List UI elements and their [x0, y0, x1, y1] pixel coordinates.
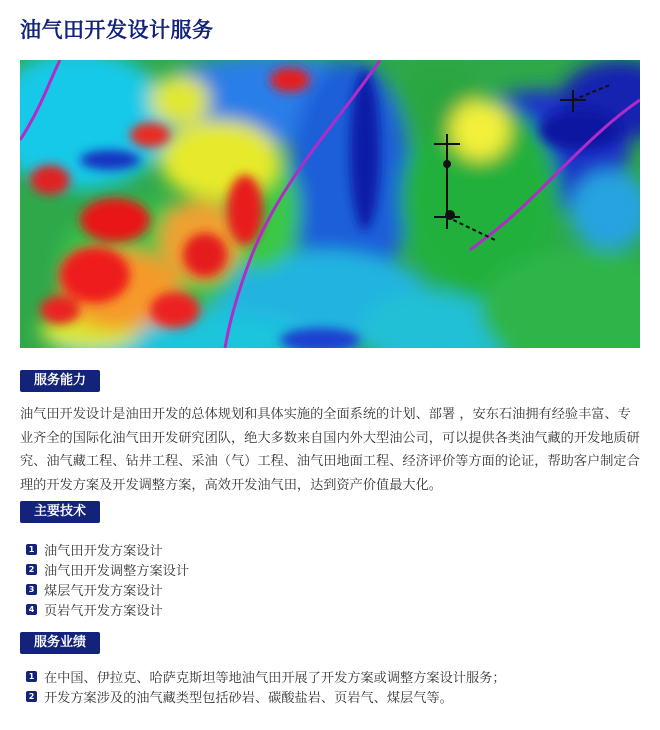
technology-heading: 主要技术 [20, 501, 100, 523]
number-badge-icon: 1 [26, 671, 37, 682]
list-item [26, 579, 189, 599]
list-item-label: 开发方案涉及的油气藏类型包括砂岩、碳酸盐岩、页岩气、煤层气等。 [44, 690, 453, 706]
number-badge-icon: 2 [26, 564, 37, 575]
list-item-label: 油气田开发方案设计 [44, 543, 163, 559]
list-item [26, 559, 189, 579]
list-item-label: 在中国、伊拉克、哈萨克斯坦等地油气田开展了开发方案或调整方案设计服务； [44, 670, 506, 686]
list-item [26, 539, 189, 559]
number-badge-icon: 3 [26, 584, 37, 595]
list-item-label: 油气田开发调整方案设计 [44, 563, 190, 579]
page-title: 油气田开发设计服务 [20, 18, 214, 42]
list-item [26, 666, 506, 686]
list-item-label: 煤层气开发方案设计 [44, 583, 163, 599]
performance-list [26, 666, 506, 706]
list-item [26, 686, 506, 706]
performance-heading: 服务业绩 [20, 632, 100, 654]
capability-heading: 服务能力 [20, 370, 100, 392]
technology-list [26, 539, 189, 619]
capability-text: 油气田开发设计是油田开发的总体规划和具体实施的全面系统的计划、部署 ，安东石油拥有经验丰富、专业齐全的国际化油气田开发研究团队，绝大多数来自国内外大型油公司，可以提供各类油气藏的开发地质研究、油气藏工程、钻井工程、采油（气）工程、油气田地面工程、经济评价等方面的论证，帮助客户制定合理的开发方案及开发调整方案，高效开发油气田，达到资产价值最大化。 [20, 407, 640, 493]
list-item [26, 599, 189, 619]
list-item-label: 页岩气开发方案设计 [44, 603, 163, 619]
seismic-map-image [20, 60, 640, 348]
number-badge-icon: 4 [26, 604, 37, 615]
number-badge-icon: 1 [26, 544, 37, 555]
number-badge-icon: 2 [26, 691, 37, 702]
